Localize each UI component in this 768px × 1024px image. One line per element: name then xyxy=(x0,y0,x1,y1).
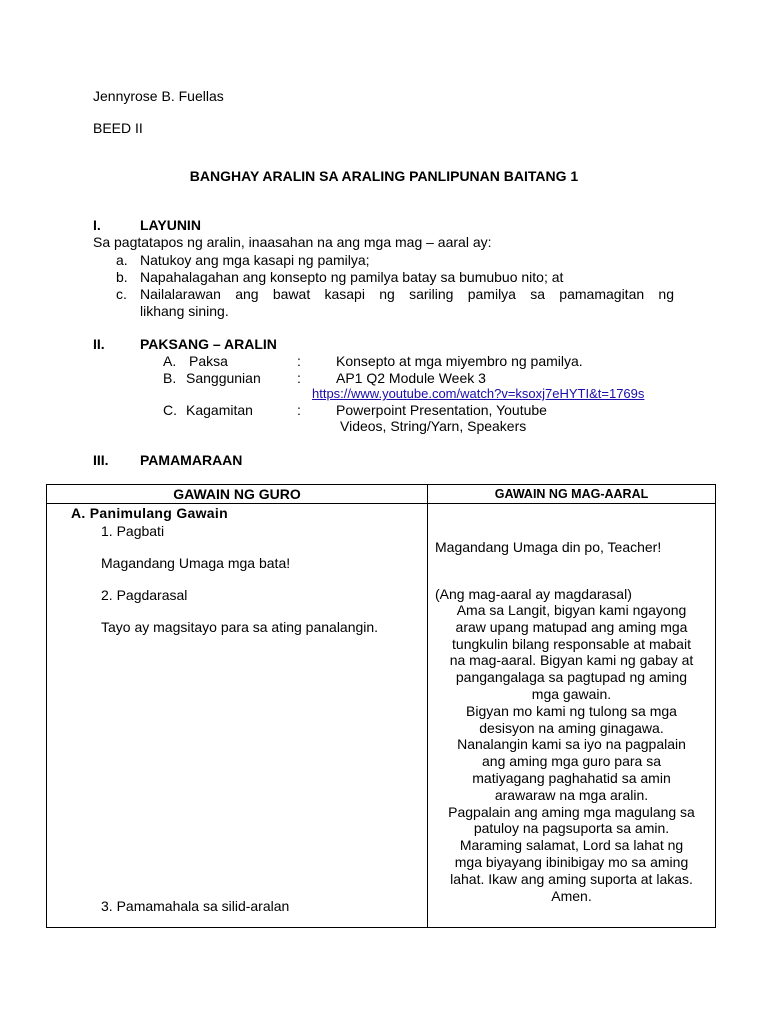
prayer-line: tungkulin bilang responsable at mabait xyxy=(452,635,691,652)
objective-c-text: Nailalarawan ang bawat kasapi ng sariling pamilya sa pamamagitan ng xyxy=(140,286,674,302)
course-label: BEED II xyxy=(93,120,143,136)
step-pamamahala: 3. Pamamahala sa silid-aralan xyxy=(101,898,290,914)
objective-a-text: Natukoy ang mga kasapi ng pamilya; xyxy=(140,252,370,268)
section-2-heading: PAKSANG – ARALIN xyxy=(140,336,277,352)
column-header-magaaral: GAWAIN NG MAG-AARAL xyxy=(428,485,716,504)
teacher-greeting: Magandang Umaga mga bata! xyxy=(101,555,291,571)
paksa-label: Paksa xyxy=(189,353,228,369)
objective-a-letter: a. xyxy=(116,252,128,268)
prayer-line: matiyagang paghahatid sa amin xyxy=(472,769,671,786)
objective-c-continuation: likhang sining. xyxy=(140,303,229,319)
prayer-line: desisyon na aming ginagawa. xyxy=(479,719,664,736)
prayer-line: Pagpalain ang aming mga magulang sa xyxy=(448,803,695,820)
student-prayer xyxy=(434,602,709,904)
kagamitan-label: Kagamitan xyxy=(186,402,253,418)
student-prayer-note: (Ang mag-aaral ay magdarasal) xyxy=(435,586,632,602)
prayer-line: Nanalangin kami sa iyo na pagpalain xyxy=(457,736,686,753)
magaaral-column xyxy=(428,504,716,928)
prayer-line: mga gawain. xyxy=(531,685,612,702)
paksa-colon: : xyxy=(297,353,301,369)
step-pagbati: 1. Pagbati xyxy=(101,523,165,539)
prayer-line: na mag-aaral. Bigyan kami ng gabay at xyxy=(449,652,694,669)
lesson-procedure-table xyxy=(46,484,716,928)
prayer-line: Maraming salamat, Lord sa lahat ng xyxy=(459,837,684,854)
prayer-line: Bigyan mo kami ng tulong sa mga xyxy=(466,702,677,719)
sanggunian-letter: B. xyxy=(163,370,177,386)
section-2-number: II. xyxy=(93,336,105,352)
column-header-guro: GAWAIN NG GURO xyxy=(47,485,428,504)
prayer-line: lahat. Ikaw ang aming suporta at lakas. xyxy=(450,870,693,887)
prayer-line: patuloy na pagsuporta sa amin. xyxy=(473,820,670,837)
section-1-number: I. xyxy=(93,217,101,233)
prayer-line: arawaraw na mga aralin. xyxy=(494,786,649,803)
prayer-line: mga biyayang ibinibigay mo sa aming xyxy=(454,853,689,870)
section-1-heading: LAYUNIN xyxy=(140,217,201,233)
paksa-value: Konsepto at mga miyembro ng pamilya. xyxy=(336,353,583,369)
prayer-line: pangangalaga sa pagtupad ng aming xyxy=(455,669,688,686)
prayer-line: araw upang matupad ang aming mga xyxy=(455,618,688,635)
youtube-reference-link[interactable]: https://www.youtube.com/watch?v=ksoxj7eHYTI&t=1769s xyxy=(312,386,645,401)
prayer-line: ang aming mga guro para sa xyxy=(482,753,661,770)
paksa-letter: A. xyxy=(163,353,177,369)
section-3-number: III. xyxy=(93,452,109,468)
sanggunian-colon: : xyxy=(297,370,301,386)
kagamitan-value-continuation: Videos, String/Yarn, Speakers xyxy=(340,418,527,434)
section-3-heading: PAMAMARAAN xyxy=(140,452,243,468)
sanggunian-value: AP1 Q2 Module Week 3 xyxy=(336,370,486,386)
sanggunian-label: Sanggunian xyxy=(186,370,261,386)
prayer-line: Amen. xyxy=(551,887,592,904)
objective-c-letter: c. xyxy=(116,286,127,302)
kagamitan-letter: C. xyxy=(163,402,177,418)
guro-column xyxy=(47,504,428,928)
prayer-line: Ama sa Langit, bigyan kami ngayong xyxy=(456,602,687,618)
kagamitan-colon: : xyxy=(297,402,301,418)
panimulang-gawain-heading: A. Panimulang Gawain xyxy=(71,505,228,521)
student-greeting-reply: Magandang Umaga din po, Teacher! xyxy=(435,539,662,555)
step-pagdarasal: 2. Pagdarasal xyxy=(101,587,188,603)
objective-b-text: Napahalagahan ang konsepto ng pamilya batay sa bumubuo nito; at xyxy=(140,269,564,285)
objective-b-letter: b. xyxy=(116,269,128,285)
teacher-prayer-call: Tayo ay magsitayo para sa ating panalangin. xyxy=(101,619,379,635)
document-title: BANGHAY ARALIN SA ARALING PANLIPUNAN BAITANG 1 xyxy=(189,168,579,184)
kagamitan-value: Powerpoint Presentation, Youtube xyxy=(336,402,547,418)
section-1-intro: Sa pagtatapos ng aralin, inaasahan na ang mga mag – aaral ay: xyxy=(93,234,492,250)
author-name: Jennyrose B. Fuellas xyxy=(93,88,224,104)
